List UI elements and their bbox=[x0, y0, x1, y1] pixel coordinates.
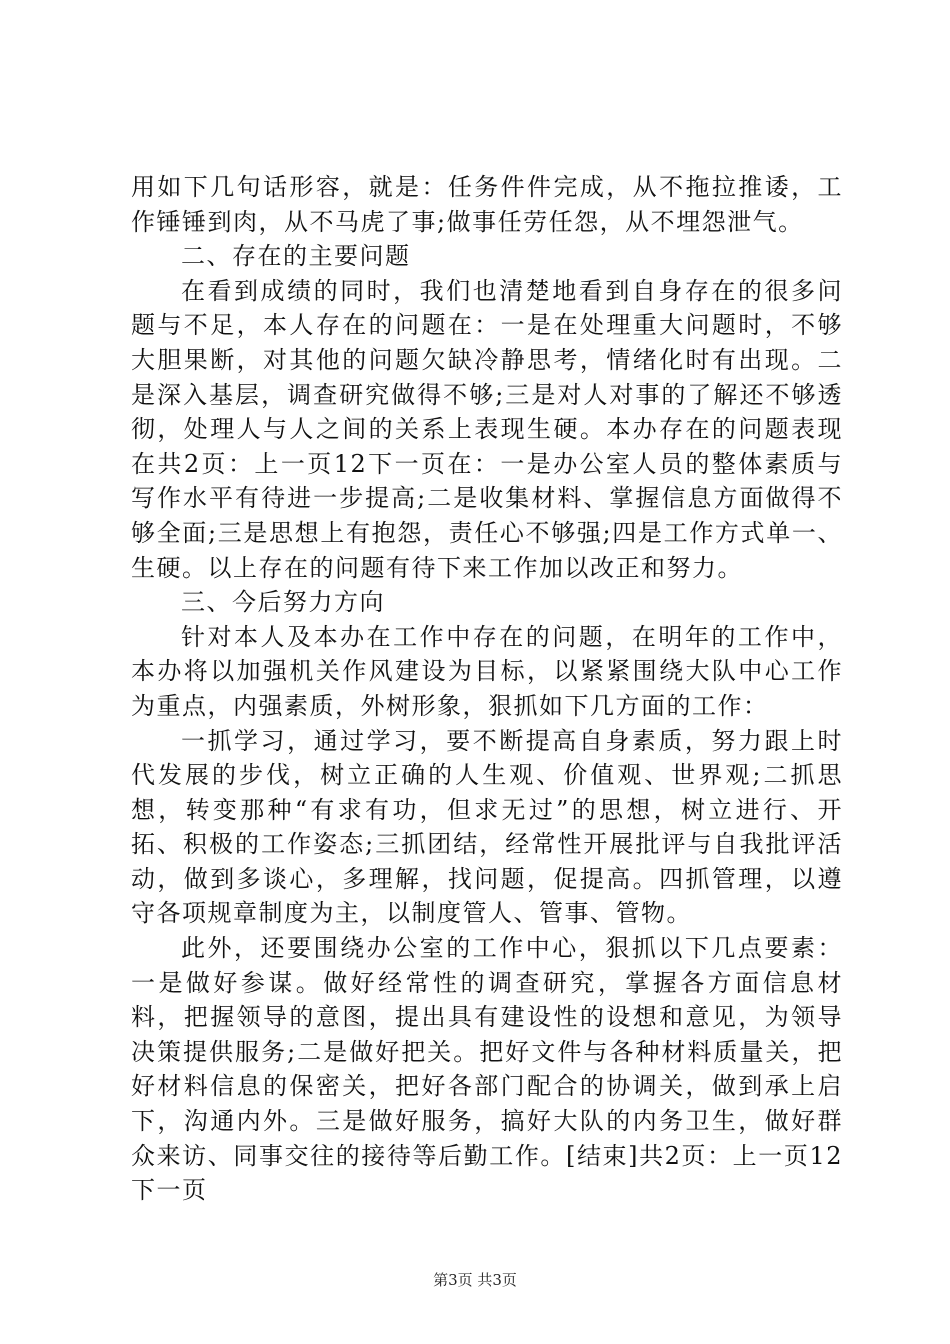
section-heading-problems: 二、存在的主要问题 bbox=[181, 242, 411, 271]
section-heading-future-direction: 三、今后努力方向 bbox=[181, 588, 385, 617]
paragraph-office-key-elements: 此外，还要围绕办公室的工作中心，狠抓以下几点要素：一是做好参谋。做好经常性的调查研究，掌握各方面信息材料，把握领导的意图，提出具有建设性的设想和意见，为领导决策提供服务;二是做好把关。把好文件与各种材料质量关，把好材料信息的保密关，把好各部门配合的协调关，做到承上启下，沟通内外。三是做好服务，搞好大队的内务卫生，做好群众来访、同事交往的接待等后勤工作。[结束]共2页：上一页12下一页 bbox=[131, 934, 843, 1205]
document-body bbox=[131, 170, 843, 1208]
paragraph-problems: 在看到成绩的同时，我们也清楚地看到自身存在的很多问题与不足，本人存在的问题在：一是在处理重大问题时，不够大胆果断，对其他的问题欠缺冷静思考，情绪化时有出现。二是深入基层，调查研究做得不够;三是对人对事的了解还不够透彻，处理人与人之间的关系上表现生硬。本办存在的问题表现在共2页：上一页12下一页在：一是办公室人员的整体素质与写作水平有待进一步提高;二是收集材料、掌握信息方面做得不够全面;三是思想上有抱怨，责任心不够强;四是工作方式单一、生硬。以上存在的问题有待下来工作加以改正和努力。 bbox=[131, 276, 843, 582]
paragraph-continuation: 用如下几句话形容，就是：任务件件完成，从不拖拉推诿，工作锤锤到肉，从不马虎了事;做事任劳任怨，从不埋怨泄气。 bbox=[131, 173, 843, 236]
paragraph-four-focus-points: 一抓学习，通过学习，要不断提高自身素质，努力跟上时代发展的步伐，树立正确的人生观、价值观、世界观;二抓思想，转变那种“有求有功，但求无过”的思想，树立进行、开拓、积极的工作姿态;三抓团结，经常性开展批评与自我批评活动，做到多谈心，多理解，找问题，促提高。四抓管理，以遵守各项规章制度为主，以制度管人、管事、管物。 bbox=[131, 726, 843, 928]
paragraph-future-intro: 针对本人及本办在工作中存在的问题，在明年的工作中，本办将以加强机关作风建设为目标，以紧紧围绕大队中心工作为重点，内强素质，外树形象，狠抓如下几方面的工作： bbox=[131, 622, 843, 720]
page-number-footer: 第3页 共3页 bbox=[433, 1271, 517, 1289]
